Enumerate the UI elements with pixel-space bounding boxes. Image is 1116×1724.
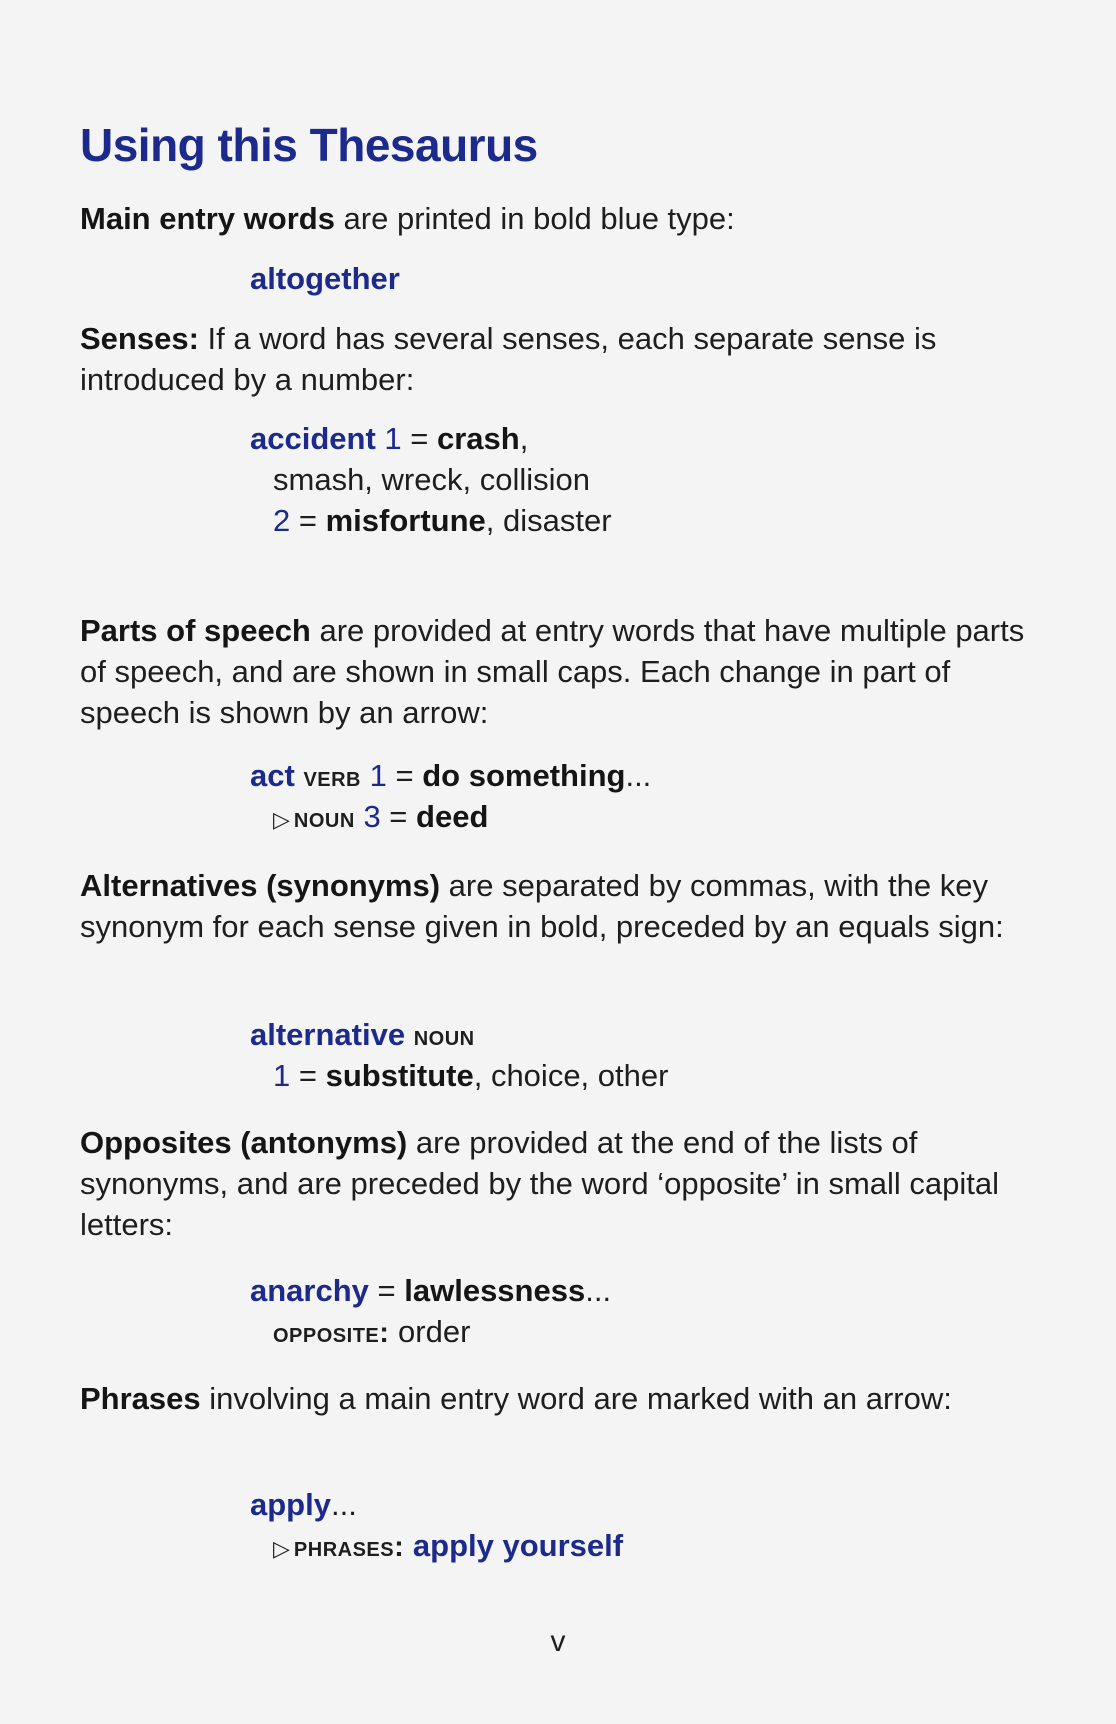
opposites-example-line1	[250, 1270, 611, 1311]
senses-example-line3	[273, 500, 612, 541]
headword-alternative: alternative	[250, 1017, 406, 1052]
parts-of-speech-label: Parts of speech	[80, 613, 311, 648]
main-entry-text: are printed in bold blue type:	[334, 201, 735, 236]
pos-example-line1	[250, 755, 651, 798]
phrases-label-small-caps: phrases:	[293, 1531, 405, 1563]
senses-example-line1	[250, 418, 528, 459]
pos-noun: noun	[413, 1020, 475, 1052]
page-title: Using this Thesaurus	[80, 119, 538, 171]
equals-sign: =	[386, 758, 423, 793]
main-entry-example	[250, 258, 400, 299]
sense-number-3: 3	[363, 799, 381, 834]
main-entry-label: Main entry words	[80, 201, 335, 236]
opposites-text: are provided at the end of the lists of synonyms, and are preceded by the word ‘opposite’ in small capital letters:	[80, 1125, 1000, 1242]
key-synonym-misfortune: misfortune	[325, 503, 486, 538]
synonym-list: smash, wreck, collision	[273, 462, 590, 497]
ellipsis: ...	[625, 758, 652, 793]
equals-sign: =	[290, 1058, 326, 1093]
ellipsis: ...	[585, 1273, 612, 1308]
equals-sign: =	[368, 1273, 405, 1308]
equals-sign: =	[290, 503, 326, 538]
comma: ,	[519, 421, 529, 456]
headword-altogether: altogether	[250, 261, 400, 296]
headword-accident: accident	[250, 421, 376, 456]
pos-noun: noun	[293, 802, 355, 834]
phrases-paragraph	[80, 1378, 1040, 1419]
headword-apply: apply	[250, 1487, 331, 1522]
alternatives-label: Alternatives (synonyms)	[80, 868, 441, 903]
phrases-label: Phrases	[80, 1381, 201, 1416]
alternatives-example-line1	[250, 1014, 475, 1057]
key-synonym-crash: crash	[437, 421, 520, 456]
equals-sign: =	[380, 799, 417, 834]
arrow-icon: ▷	[273, 1536, 290, 1561]
headword-act: act	[250, 758, 295, 793]
ellipsis: ...	[330, 1487, 357, 1522]
opposite-value: order	[389, 1314, 471, 1349]
phrase-apply-yourself: apply yourself	[404, 1528, 624, 1563]
page-number: v	[550, 1625, 566, 1658]
equals-sign: =	[401, 421, 437, 456]
senses-text: If a word has several senses, each separate sense is introduced by a number:	[80, 321, 937, 397]
senses-label: Senses:	[80, 321, 199, 356]
sense-number-1: 1	[384, 421, 402, 456]
opposites-paragraph	[80, 1122, 1040, 1245]
parts-of-speech-paragraph	[80, 610, 1040, 733]
opposite-label: opposite:	[273, 1317, 390, 1349]
sense-number-2: 2	[273, 503, 291, 538]
main-entry-paragraph	[80, 198, 1040, 239]
phrases-example-line1	[250, 1484, 357, 1525]
alternatives-text: are separated by commas, with the key synonym for each sense given in bold, preceded by an equals sign:	[80, 868, 1004, 944]
key-synonym-substitute: substitute	[325, 1058, 474, 1093]
pos-example-line2	[273, 796, 488, 840]
arrow-icon: ▷	[273, 807, 290, 832]
senses-paragraph	[80, 318, 1040, 400]
opposites-label: Opposites (antonyms)	[80, 1125, 408, 1160]
opposites-example-line2	[273, 1311, 470, 1354]
parts-of-speech-text: are provided at entry words that have multiple parts of speech, and are shown in small caps. Each change in part of speech is shown by an arrow:	[80, 613, 1025, 730]
pos-verb: verb	[303, 761, 362, 793]
senses-example-line2	[273, 459, 590, 500]
phrases-text: involving a main entry word are marked with an arrow:	[200, 1381, 952, 1416]
synonym-rest: , choice, other	[473, 1058, 669, 1093]
phrases-example-line2	[273, 1525, 623, 1569]
alternatives-example-line2	[273, 1055, 668, 1096]
key-synonym-lawlessness: lawlessness	[404, 1273, 586, 1308]
synonym-rest: , disaster	[485, 503, 612, 538]
alternatives-paragraph	[80, 865, 1040, 947]
sense-number-1: 1	[369, 758, 387, 793]
key-synonym-do-something: do something	[422, 758, 626, 793]
headword-anarchy: anarchy	[250, 1273, 369, 1308]
sense-number-1: 1	[273, 1058, 291, 1093]
key-synonym-deed: deed	[416, 799, 489, 834]
